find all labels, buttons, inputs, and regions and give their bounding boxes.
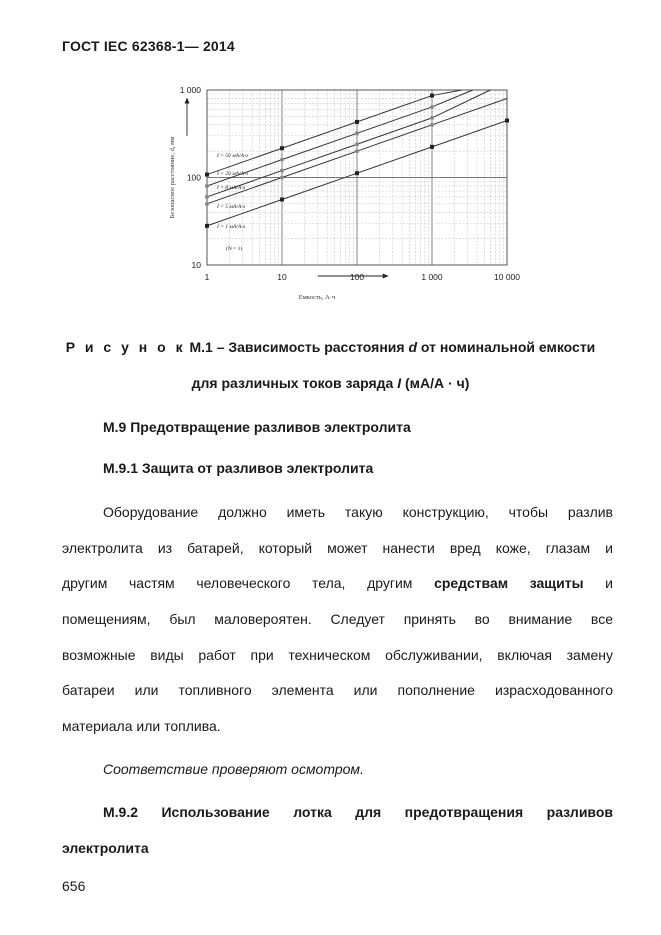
series-marker-1 [205,173,209,177]
figure-m1 [160,78,530,310]
para-line-1: Оборудование должно иметь такую конструкцию, чтобы разлив [103,504,613,520]
n-label: (N = 1) [226,246,243,252]
curve-label-3: I = 8 мА/А·ч [217,185,246,191]
series-marker-5 [505,119,509,123]
x-tick-label: 1 [204,272,210,282]
series-marker-4 [430,123,434,127]
x-axis-label: Емкость, А·ч [298,294,336,301]
para-line-7: материала или топлива. [62,718,221,735]
heading-m92-line-1: М.9.2 Использование лотка для предотвращения разливов [103,804,613,820]
figure-caption-line-2 [30,375,631,391]
series-line-3 [207,90,490,197]
x-tick-label: 1 000 [421,272,443,282]
series-marker-1 [355,120,359,124]
curve-label-2: I = 20 мА/А·ч [217,171,248,177]
para-line-3-bold: средствам защиты [434,575,584,592]
series-marker-4 [280,176,284,180]
x-tick-label: 10 [277,272,287,282]
para-line-5: возможные виды работ при техническом обслуживании, включая замену [62,646,613,663]
series-marker-3 [280,169,284,173]
figure-caption-line-1 [30,339,631,355]
x-tick-label: 10 000 [494,272,520,282]
series-marker-2 [430,105,434,109]
caption-d: d [408,339,418,355]
chart-grid [207,90,507,265]
caption-I: I [397,375,402,391]
y-tick-label: 100 [186,172,201,183]
series-marker-4 [205,202,209,206]
y-tick-label: 1 000 [179,85,201,95]
y-tick-label: 10 [191,260,201,270]
series-marker-5 [280,198,284,202]
y-axis-label: Безопасное расстояние, d, мм [169,136,176,219]
standard-header: ГОСТ IEC 62368-1— 2014 [62,38,235,54]
para-line-4: помещениям, был маловероятен. Следует принять во внимание все [62,611,613,628]
page-number: 656 [62,878,86,894]
para-line-3b: и [583,575,613,592]
body-paragraph [62,495,613,745]
series-marker-3 [355,142,359,146]
para-line-3 [62,566,613,602]
series-marker-1 [280,146,284,150]
heading-m92 [62,794,613,865]
series-marker-2 [280,158,284,162]
para-line-6: батареи или топливного элемента или пополнение израсходованного [62,682,613,699]
heading-m9: М.9 Предотвращение разливов электролита [103,419,411,435]
series-marker-3 [430,116,434,120]
y-axis-arrowhead [185,98,190,104]
x-axis-arrowhead [383,274,389,279]
series-marker-5 [355,171,359,175]
distance-capacity-chart [160,78,530,310]
curve-label-1: I = 50 мА/А·ч [217,153,248,159]
series-marker-2 [205,184,209,188]
caption-line2a: для различных токов заряда [191,375,398,391]
para-line-2: электролита из батарей, который может нанести вред коже, глазам и [62,539,613,556]
heading-m91: М.9.1 Защита от разливов электролита [103,460,374,476]
series-marker-3 [205,195,209,199]
para-line-3a: другим частям человеческого тела, другим [62,575,435,592]
caption-prefix: Р и с у н о к [65,339,186,355]
series-marker-1 [430,94,434,98]
compliance-note: Соответствие проверяют осмотром. [103,761,364,777]
caption-text-2: от номинальной емкости [417,339,596,355]
caption-text-1: М.1 – Зависимость расстояния [185,339,409,355]
heading-m92-line-2: электролита [62,839,149,856]
series-marker-4 [355,149,359,153]
curve-label-5: I = 1 мА/А·ч [217,224,246,230]
series-marker-2 [355,131,359,135]
curve-label-4: I = 5 мА/А·ч [217,204,246,210]
x-tick-label: 100 [349,272,365,282]
series-marker-5 [430,145,434,149]
series-marker-5 [205,224,209,228]
caption-line2b: (мА/А · ч) [401,375,470,391]
